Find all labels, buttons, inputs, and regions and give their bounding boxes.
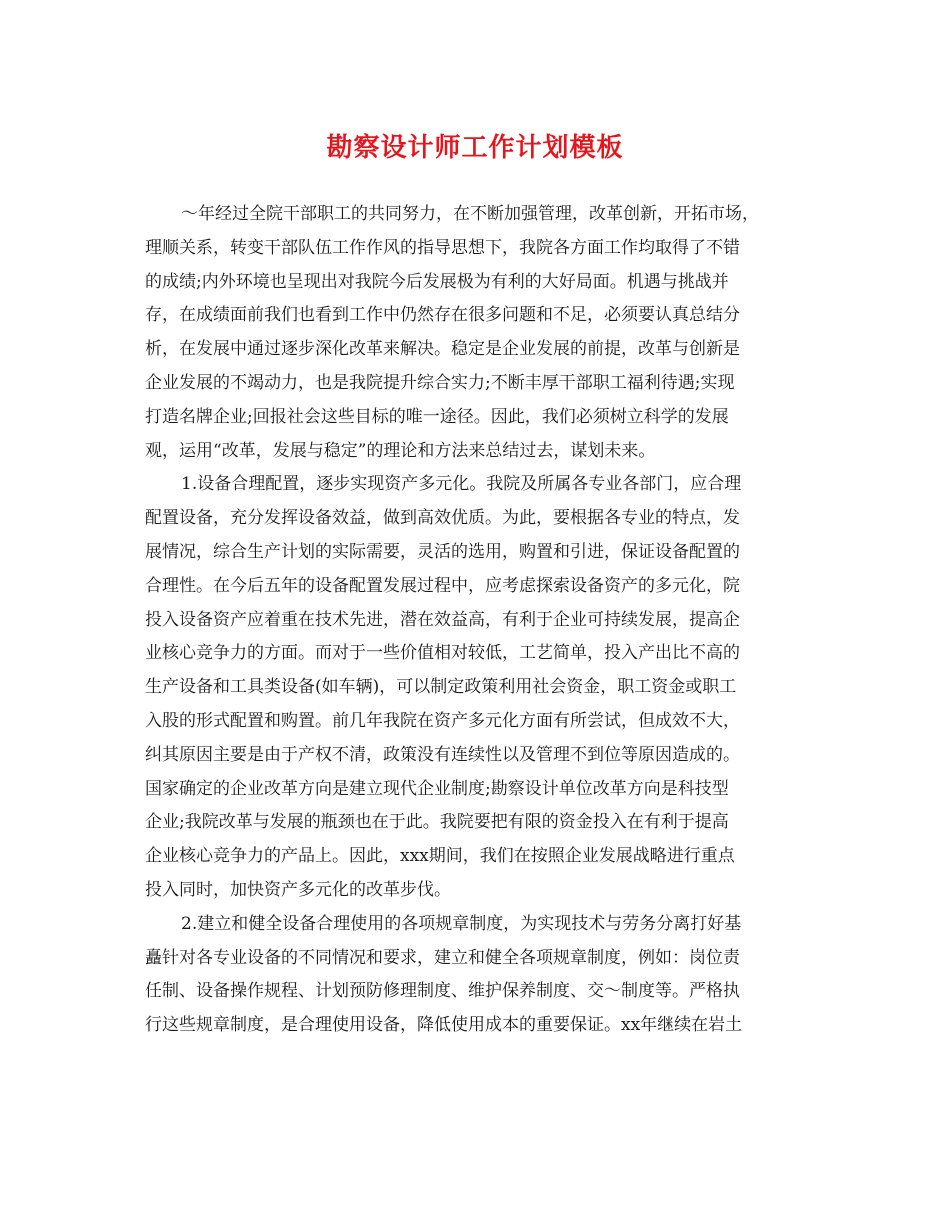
text-line: 投入设备资产应着重在技术先进，潜在效益高，有利于企业可持续发展，提高企 <box>145 609 740 630</box>
text-line: 行这些规章制度，是合理使用设备，降低使用成本的重要保证。xx年继续在岩土 <box>145 1015 743 1036</box>
text-line: 企业核心竞争力的产品上。因此，xxx期间，我们在按照企业发展战略进行重点 <box>145 846 735 867</box>
text-line: 配置设备，充分发挥设备效益，做到高效优质。为此，要根据各专业的特点，发 <box>145 508 740 529</box>
text-line: 析，在发展中通过逐步深化改革来解决。稳定是企业发展的前提，改革与创新是 <box>145 339 740 360</box>
text-line: 入股的形式配置和购置。前几年我院在资产多元化方面有所尝试，但成效不大， <box>145 710 740 731</box>
text-line: 合理性。在今后五年的设备配置发展过程中，应考虑探索设备资产的多元化，院 <box>145 575 740 596</box>
text-line: 打造名牌企业;回报社会这些目标的唯一途径。因此，我们必须树立科学的发展 <box>145 406 729 427</box>
text-line: 矗针对各专业设备的不同情况和要求，建立和健全各项规章制度，例如：岗位责 <box>145 947 740 968</box>
text-line: 企业发展的不竭动力，也是我院提升综合实力;不断丰厚干部职工福利待遇;实现 <box>145 372 735 393</box>
text-line: 观，运用“改革，发展与稳定”的理论和方法来总结过去，谋划未来。 <box>145 440 656 461</box>
text-line: 存，在成绩面前我们也看到工作中仍然存在很多问题和不足，必须要认真总结分 <box>145 305 740 326</box>
text-line: 生产设备和工具类设备(如车辆)，可以制定政策利用社会资金，职工资金或职工 <box>145 677 737 698</box>
paragraph-1 <box>145 198 805 468</box>
text-line: 理顺关系，转变干部队伍工作作风的指导思想下，我院各方面工作均取得了不错 <box>145 237 740 258</box>
text-line: 纠其原因主要是由于产权不清，政策没有连续性以及管理不到位等原因造成的。 <box>145 744 740 765</box>
text-line: 国家确定的企业改革方向是建立现代企业制度;勘察设计单位改革方向是科技型 <box>145 778 729 799</box>
text-line: 业核心竞争力的方面。而对于一些价值相对较低，工艺简单，投入产出比不高的 <box>145 643 740 664</box>
paragraph-2 <box>145 468 805 907</box>
text-line: 2.建立和健全设备合理使用的各项规章制度，为实现技术与劳务分离打好基 <box>181 913 742 934</box>
text-line: 展情况，综合生产计划的实际需要，灵活的选用，购置和引进，保证设备配置的 <box>145 541 740 562</box>
document-title: 勘察设计师工作计划模板 <box>326 133 624 163</box>
paragraph-3 <box>145 908 805 1043</box>
document-body <box>145 198 805 1043</box>
text-line: 企业;我院改革与发展的瓶颈也在于此。我院要把有限的资金投入在有利于提高 <box>145 812 729 833</box>
text-line: 的成绩;内外环境也呈现出对我院今后发展极为有利的大好局面。机遇与挑战并 <box>145 271 729 292</box>
text-line: ～年经过全院干部职工的共同努力，在不断加强管理，改革创新，开拓市场， <box>181 204 759 224</box>
text-line: 任制、设备操作规程、计划预防修理制度、维护保养制度、交～制度等。严格执 <box>145 981 740 1002</box>
text-line: 投入同时，加快资产多元化的改革步伐。 <box>145 879 451 900</box>
text-line: 1.设备合理配置，逐步实现资产多元化。我院及所属各专业各部门，应合理 <box>181 474 742 495</box>
